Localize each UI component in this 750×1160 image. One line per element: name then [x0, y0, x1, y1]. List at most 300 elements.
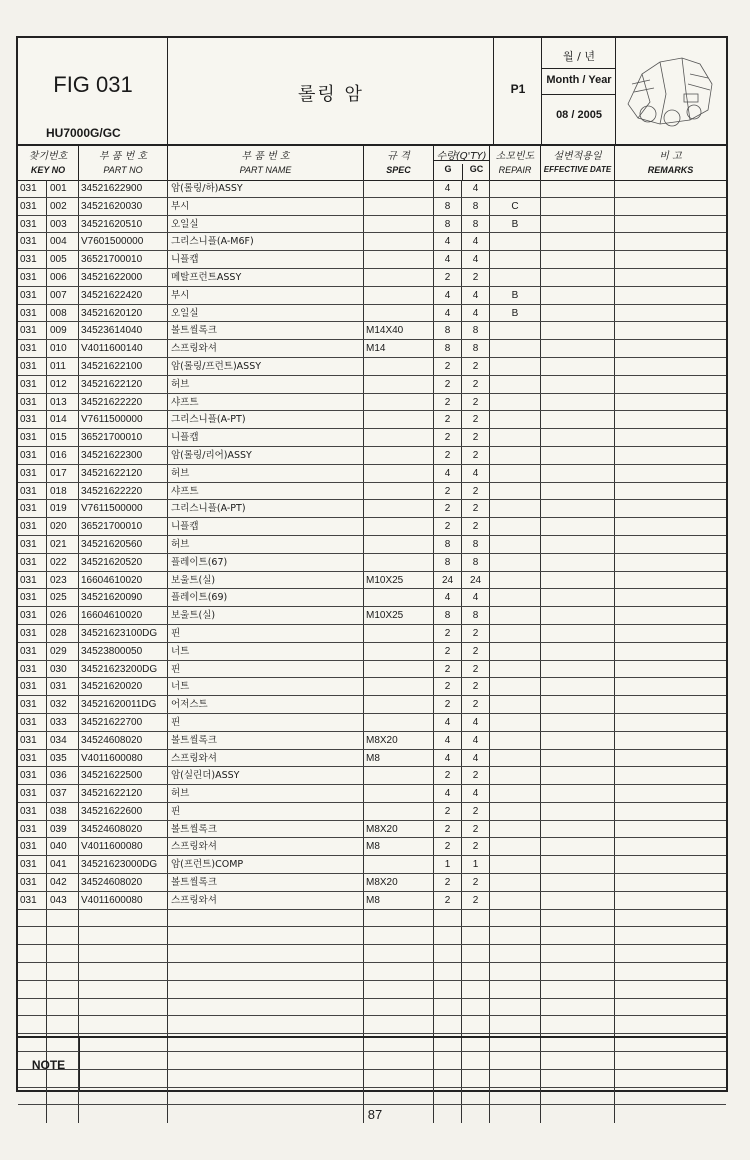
cell-qty-gc: 4: [462, 180, 490, 197]
cell-key-no: [47, 963, 79, 980]
cell-qty-g: 4: [434, 732, 462, 749]
cell-qty-g: 2: [434, 394, 462, 411]
section-title: 롤링 암: [298, 84, 364, 105]
cell-key-no-prefix: 031: [18, 376, 47, 393]
cell-remarks: [615, 945, 726, 962]
cell-effective-date: [541, 376, 615, 393]
cell-part-name: 플레이트(69): [168, 589, 364, 606]
cell-part-number: [79, 927, 168, 944]
cell-part-name: 보울트(실): [168, 572, 364, 589]
cell-spec: [364, 305, 434, 322]
cell-part-name: 허브: [168, 785, 364, 802]
cell-qty-gc: 4: [462, 305, 490, 322]
cell-key-no-prefix: 031: [18, 785, 47, 802]
cell-repair-frequency: [490, 322, 541, 339]
col-part-no: [79, 144, 168, 180]
cell-key-no-prefix: 031: [18, 216, 47, 233]
cell-part-name: 핀: [168, 625, 364, 642]
date-value: 08 / 2005: [556, 109, 602, 121]
cell-part-name: [168, 927, 364, 944]
table-row: [18, 785, 726, 803]
cell-repair-frequency: [490, 821, 541, 838]
cell-spec: M10X25: [364, 572, 434, 589]
column-headers: [18, 144, 726, 181]
cell-qty-g: 2: [434, 874, 462, 891]
cell-part-name: 암(프런트)COMP: [168, 856, 364, 873]
cell-part-number: [79, 1016, 168, 1033]
cell-part-name: 샤프트: [168, 483, 364, 500]
cell-repair-frequency: [490, 767, 541, 784]
cell-spec: [364, 394, 434, 411]
cell-qty-g: 8: [434, 340, 462, 357]
cell-qty-g: [434, 963, 462, 980]
date-label-kr: 월 / 년: [563, 50, 595, 63]
cell-key-no: 033: [47, 714, 79, 731]
cell-qty-gc: 4: [462, 251, 490, 268]
figure-number: FIG 031: [53, 72, 133, 97]
cell-repair-frequency: B: [490, 287, 541, 304]
cell-part-name: 니플캡: [168, 518, 364, 535]
cell-spec: [364, 358, 434, 375]
cell-spec: [364, 1016, 434, 1033]
table-row: [18, 945, 726, 963]
cell-effective-date: [541, 589, 615, 606]
cell-remarks: [615, 305, 726, 322]
col-repair: [490, 144, 541, 180]
cell-spec: [364, 269, 434, 286]
cell-qty-g: 2: [434, 821, 462, 838]
cell-qty-gc: 2: [462, 838, 490, 855]
cell-qty-g: 2: [434, 643, 462, 660]
cell-key-no: [47, 910, 79, 927]
cell-part-name: 볼트씰록크: [168, 322, 364, 339]
cell-qty-gc: 2: [462, 394, 490, 411]
col-spec-kr: 규 격: [387, 151, 410, 162]
cell-part-number: [79, 910, 168, 927]
cell-part-name: [168, 963, 364, 980]
col-repair-en: REPAIR: [498, 165, 532, 175]
cell-qty-gc: [462, 981, 490, 998]
cell-qty-gc: 8: [462, 536, 490, 553]
cell-part-name: [168, 945, 364, 962]
cell-repair-frequency: [490, 589, 541, 606]
cell-qty-gc: 4: [462, 732, 490, 749]
cell-remarks: [615, 750, 726, 767]
cell-qty-g: 4: [434, 785, 462, 802]
table-row: [18, 589, 726, 607]
cell-spec: [364, 678, 434, 695]
page-box: [494, 38, 542, 144]
cell-part-name: 핀: [168, 803, 364, 820]
cell-part-number: 34521620120: [79, 305, 168, 322]
cell-remarks: [615, 803, 726, 820]
cell-remarks: [615, 589, 726, 606]
cell-remarks: [615, 287, 726, 304]
cell-effective-date: [541, 394, 615, 411]
table-row: [18, 643, 726, 661]
cell-repair-frequency: [490, 874, 541, 891]
table-row: [18, 305, 726, 323]
cell-part-name: [168, 910, 364, 927]
col-key-no: [18, 144, 79, 180]
cell-key-no: 025: [47, 589, 79, 606]
cell-part-name: 스프링와셔: [168, 340, 364, 357]
cell-qty-g: 2: [434, 678, 462, 695]
table-row: [18, 216, 726, 234]
cell-repair-frequency: [490, 376, 541, 393]
cell-effective-date: [541, 607, 615, 624]
date-label-en: Month / Year: [546, 74, 612, 86]
cell-remarks: [615, 322, 726, 339]
cell-remarks: [615, 233, 726, 250]
cell-spec: [364, 216, 434, 233]
cell-qty-gc: 2: [462, 821, 490, 838]
table-row: [18, 198, 726, 216]
cell-spec: [364, 785, 434, 802]
cell-qty-gc: 2: [462, 892, 490, 909]
cell-repair-frequency: [490, 945, 541, 962]
cell-spec: [364, 963, 434, 980]
thumbnail-box: [616, 38, 726, 144]
cell-repair-frequency: B: [490, 305, 541, 322]
cell-part-number: 34521620011DG: [79, 696, 168, 713]
cell-qty-gc: 2: [462, 696, 490, 713]
cell-key-no: 011: [47, 358, 79, 375]
cell-key-no: [47, 999, 79, 1016]
cell-qty-gc: 2: [462, 500, 490, 517]
cell-spec: [364, 643, 434, 660]
col-qty-kr: 수량(Q'TY): [436, 151, 487, 162]
cell-qty-gc: 2: [462, 376, 490, 393]
cell-key-no: 006: [47, 269, 79, 286]
cell-repair-frequency: [490, 1016, 541, 1033]
table-row: [18, 821, 726, 839]
cell-spec: [364, 536, 434, 553]
page-label: P1: [510, 82, 526, 96]
cell-remarks: [615, 696, 726, 713]
cell-repair-frequency: [490, 838, 541, 855]
cell-qty-g: 4: [434, 305, 462, 322]
cell-repair-frequency: [490, 661, 541, 678]
cell-qty-g: 2: [434, 411, 462, 428]
date-divider: [542, 94, 616, 95]
cell-qty-g: 8: [434, 322, 462, 339]
cell-spec: M8: [364, 892, 434, 909]
figure-box: [18, 38, 168, 144]
cell-effective-date: [541, 465, 615, 482]
cell-part-number: V4011600140: [79, 340, 168, 357]
cell-part-name: 부시: [168, 198, 364, 215]
cell-spec: M8X20: [364, 732, 434, 749]
cell-part-number: 34521620520: [79, 554, 168, 571]
cell-remarks: [615, 856, 726, 873]
cell-key-no-prefix: 031: [18, 714, 47, 731]
cell-qty-gc: 2: [462, 678, 490, 695]
cell-key-no-prefix: 031: [18, 465, 47, 482]
cell-repair-frequency: [490, 536, 541, 553]
cell-part-number: 34521622500: [79, 767, 168, 784]
cell-part-name: 너트: [168, 643, 364, 660]
cell-qty-g: 8: [434, 198, 462, 215]
cell-effective-date: [541, 927, 615, 944]
table-row: [18, 856, 726, 874]
cell-effective-date: [541, 945, 615, 962]
cell-qty-g: 4: [434, 589, 462, 606]
cell-key-no-prefix: 031: [18, 892, 47, 909]
col-eff-en: EFFECTIVE DATE: [543, 165, 612, 174]
cell-key-no-prefix: 031: [18, 678, 47, 695]
table-row: [18, 1016, 726, 1034]
table-row: [18, 394, 726, 412]
cell-qty-gc: [462, 963, 490, 980]
cell-qty-g: 2: [434, 447, 462, 464]
table-row: [18, 625, 726, 643]
cell-part-number: 34523614040: [79, 322, 168, 339]
cell-spec: [364, 198, 434, 215]
cell-remarks: [615, 465, 726, 482]
cell-effective-date: [541, 767, 615, 784]
table-row: [18, 838, 726, 856]
cell-key-no: [47, 1016, 79, 1033]
cell-part-number: 34521623100DG: [79, 625, 168, 642]
cell-qty-g: [434, 1016, 462, 1033]
cell-qty-g: 2: [434, 661, 462, 678]
cell-part-name: 플레이트(67): [168, 554, 364, 571]
col-qty-g: G: [444, 164, 452, 174]
table-row: [18, 180, 726, 198]
table-row: [18, 696, 726, 714]
cell-key-no: 008: [47, 305, 79, 322]
table-row: [18, 999, 726, 1017]
cell-effective-date: [541, 500, 615, 517]
cell-key-no: 007: [47, 287, 79, 304]
cell-repair-frequency: [490, 358, 541, 375]
cell-effective-date: [541, 322, 615, 339]
table-row: [18, 678, 726, 696]
cell-key-no-prefix: 031: [18, 233, 47, 250]
cell-remarks: [615, 483, 726, 500]
table-row: [18, 874, 726, 892]
cell-qty-gc: 2: [462, 429, 490, 446]
cell-remarks: [615, 785, 726, 802]
col-remarks: [615, 144, 726, 180]
cell-qty-g: 4: [434, 287, 462, 304]
cell-repair-frequency: [490, 785, 541, 802]
cell-qty-g: [434, 910, 462, 927]
cell-remarks: [615, 554, 726, 571]
cell-qty-g: 24: [434, 572, 462, 589]
cell-key-no-prefix: 031: [18, 661, 47, 678]
cell-key-no-prefix: 031: [18, 305, 47, 322]
cell-qty-g: [434, 927, 462, 944]
cell-qty-gc: 2: [462, 447, 490, 464]
cell-key-no-prefix: 031: [18, 821, 47, 838]
cell-effective-date: [541, 696, 615, 713]
cell-spec: [364, 625, 434, 642]
cell-part-number: V7611500000: [79, 500, 168, 517]
cell-repair-frequency: [490, 500, 541, 517]
parts-list-sheet: [16, 36, 728, 1092]
cell-key-no-prefix: [18, 927, 47, 944]
cell-repair-frequency: [490, 678, 541, 695]
cell-part-number: 34521622100: [79, 358, 168, 375]
cell-qty-g: 4: [434, 750, 462, 767]
cell-spec: [364, 661, 434, 678]
cell-qty-g: 4: [434, 465, 462, 482]
cell-key-no: 020: [47, 518, 79, 535]
cell-part-name: 그리스니플(A-M6F): [168, 233, 364, 250]
cell-remarks: [615, 180, 726, 197]
cell-qty-gc: 2: [462, 661, 490, 678]
cell-key-no-prefix: 031: [18, 536, 47, 553]
cell-qty-g: 4: [434, 233, 462, 250]
cell-repair-frequency: [490, 714, 541, 731]
cell-effective-date: [541, 785, 615, 802]
cell-spec: [364, 465, 434, 482]
cell-part-number: 16604610020: [79, 572, 168, 589]
note-label: NOTE: [18, 1038, 80, 1092]
cell-remarks: [615, 981, 726, 998]
cell-effective-date: [541, 678, 615, 695]
cell-qty-gc: 2: [462, 767, 490, 784]
cell-part-number: V4011600080: [79, 750, 168, 767]
cell-part-name: 메탈프런트ASSY: [168, 269, 364, 286]
cell-qty-gc: 4: [462, 287, 490, 304]
cell-effective-date: [541, 661, 615, 678]
cell-qty-g: 2: [434, 358, 462, 375]
cell-repair-frequency: [490, 910, 541, 927]
cell-part-name: 스프링와셔: [168, 838, 364, 855]
table-row: [18, 803, 726, 821]
cell-spec: [364, 429, 434, 446]
table-row: [18, 322, 726, 340]
table-row: [18, 465, 726, 483]
cell-part-name: 핀: [168, 661, 364, 678]
cell-qty-g: 2: [434, 500, 462, 517]
cell-part-name: 스프링와셔: [168, 750, 364, 767]
cell-spec: [364, 999, 434, 1016]
table-row: [18, 607, 726, 625]
sheet-header: [18, 38, 726, 146]
cell-part-number: V7611500000: [79, 411, 168, 428]
cell-key-no: 023: [47, 572, 79, 589]
cell-qty-g: 2: [434, 483, 462, 500]
title-box: [168, 38, 494, 144]
cell-qty-g: 4: [434, 251, 462, 268]
cell-key-no-prefix: 031: [18, 358, 47, 375]
cell-key-no-prefix: 031: [18, 322, 47, 339]
cell-repair-frequency: [490, 696, 541, 713]
cell-key-no: 028: [47, 625, 79, 642]
cell-key-no-prefix: 031: [18, 643, 47, 660]
cell-spec: [364, 767, 434, 784]
cell-remarks: [615, 198, 726, 215]
cell-key-no-prefix: 031: [18, 856, 47, 873]
cell-qty-gc: 1: [462, 856, 490, 873]
cell-qty-gc: 4: [462, 465, 490, 482]
cell-remarks: [615, 661, 726, 678]
cell-key-no-prefix: 031: [18, 411, 47, 428]
cell-part-number: 34521620090: [79, 589, 168, 606]
cell-spec: [364, 376, 434, 393]
cell-key-no: [47, 981, 79, 998]
cell-remarks: [615, 500, 726, 517]
cell-effective-date: [541, 981, 615, 998]
table-row: [18, 411, 726, 429]
cell-key-no: 041: [47, 856, 79, 873]
cell-part-number: 34521622700: [79, 714, 168, 731]
cell-key-no: 019: [47, 500, 79, 517]
cell-qty-gc: 2: [462, 411, 490, 428]
cell-qty-g: 2: [434, 625, 462, 642]
cell-repair-frequency: [490, 233, 541, 250]
col-repair-kr: 소모빈도: [495, 151, 535, 162]
cell-repair-frequency: B: [490, 216, 541, 233]
col-eff-kr: 설변적용일: [553, 151, 602, 162]
cell-qty-g: 2: [434, 518, 462, 535]
cell-qty-g: 4: [434, 180, 462, 197]
cell-key-no: 034: [47, 732, 79, 749]
cell-key-no: 015: [47, 429, 79, 446]
cell-spec: [364, 856, 434, 873]
cell-key-no-prefix: 031: [18, 287, 47, 304]
cell-qty-g: 4: [434, 714, 462, 731]
cell-key-no: 039: [47, 821, 79, 838]
cell-key-no-prefix: [18, 910, 47, 927]
cell-key-no: [47, 927, 79, 944]
cell-repair-frequency: [490, 981, 541, 998]
cell-repair-frequency: [490, 411, 541, 428]
table-row: [18, 536, 726, 554]
cell-part-number: 34521622220: [79, 483, 168, 500]
cell-effective-date: [541, 269, 615, 286]
cell-part-number: V4011600080: [79, 892, 168, 909]
cell-key-no: 001: [47, 180, 79, 197]
cell-effective-date: [541, 856, 615, 873]
cell-qty-gc: 8: [462, 340, 490, 357]
table-row: [18, 910, 726, 928]
cell-part-name: 암(실린더)ASSY: [168, 767, 364, 784]
cell-remarks: [615, 429, 726, 446]
cell-repair-frequency: [490, 572, 541, 589]
cell-qty-gc: 8: [462, 322, 490, 339]
cell-repair-frequency: [490, 607, 541, 624]
cell-key-no-prefix: 031: [18, 874, 47, 891]
cell-qty-gc: 4: [462, 714, 490, 731]
cell-effective-date: [541, 572, 615, 589]
cell-qty-gc: 2: [462, 625, 490, 642]
cell-qty-g: [434, 999, 462, 1016]
cell-qty-g: 2: [434, 696, 462, 713]
cell-repair-frequency: C: [490, 198, 541, 215]
cell-effective-date: [541, 233, 615, 250]
cell-part-number: 34521622600: [79, 803, 168, 820]
cell-spec: M14: [364, 340, 434, 357]
cell-spec: [364, 803, 434, 820]
cell-part-name: 너트: [168, 678, 364, 695]
cell-qty-g: 2: [434, 767, 462, 784]
cell-key-no: 037: [47, 785, 79, 802]
cell-key-no-prefix: 031: [18, 589, 47, 606]
cell-part-name: 부시: [168, 287, 364, 304]
cell-qty-gc: 8: [462, 198, 490, 215]
cell-remarks: [615, 892, 726, 909]
cell-effective-date: [541, 198, 615, 215]
cell-remarks: [615, 340, 726, 357]
cell-remarks: [615, 411, 726, 428]
cell-part-number: 34521620030: [79, 198, 168, 215]
machine-thumbnail-icon: [620, 44, 720, 138]
